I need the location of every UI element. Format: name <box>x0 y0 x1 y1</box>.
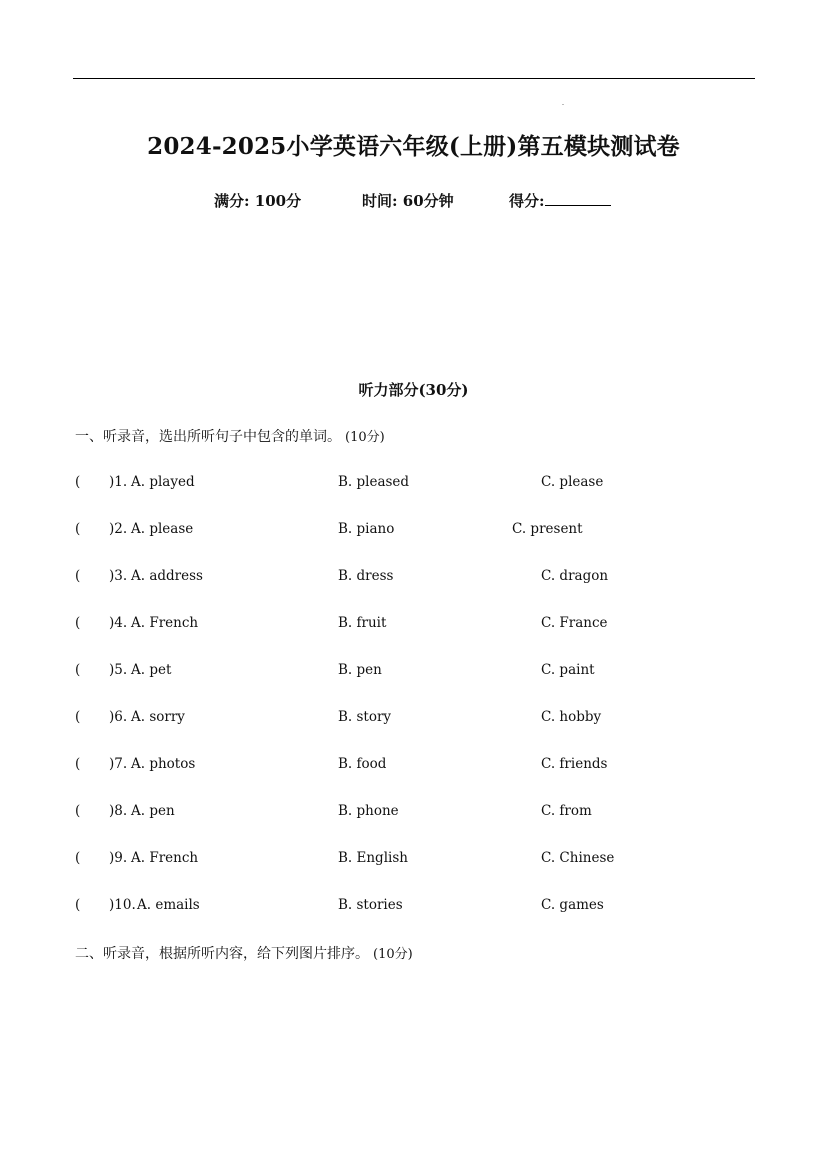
question-number: )10. <box>109 897 136 913</box>
answer-blank[interactable]: ( <box>75 662 81 678</box>
option-b: B. phone <box>338 803 399 819</box>
option-c: C. hobby <box>541 709 602 725</box>
question-row-6 <box>0 709 827 729</box>
option-c: C. dragon <box>541 568 609 584</box>
option-b: B. pleased <box>338 474 410 490</box>
question-row-3 <box>0 568 827 588</box>
score-label: 得分: <box>509 192 545 210</box>
part2-title <box>75 943 413 963</box>
score-blank[interactable] <box>545 191 611 206</box>
option-b: B. fruit <box>338 615 387 631</box>
question-number: )6. <box>109 709 128 725</box>
time-limit: 时间: 60分钟 <box>362 192 454 210</box>
answer-blank[interactable]: ( <box>75 850 81 866</box>
answer-blank[interactable]: ( <box>75 615 81 631</box>
scan-speck <box>562 104 564 105</box>
question-number: )3. <box>109 568 128 584</box>
option-a: A. played <box>131 474 195 490</box>
answer-blank[interactable]: ( <box>75 474 81 490</box>
option-b: B. English <box>338 850 408 866</box>
answer-blank[interactable]: ( <box>75 897 81 913</box>
part2-instruction: 二、听录音，根据所听内容，给下列图片排序。 <box>75 946 369 962</box>
part1-points: (10分) <box>345 430 385 445</box>
option-c: C. from <box>541 803 592 819</box>
answer-blank[interactable]: ( <box>75 568 81 584</box>
question-number: )5. <box>109 662 128 678</box>
question-row-4 <box>0 615 827 635</box>
option-a: A. address <box>131 568 203 584</box>
option-a: A. emails <box>137 897 200 913</box>
part1-instruction: 一、听录音，选出所听句子中包含的单词。 <box>75 429 341 445</box>
option-b: B. dress <box>338 568 394 584</box>
option-b: B. piano <box>338 521 395 537</box>
option-c: C. France <box>541 615 608 631</box>
option-b: B. stories <box>338 897 403 913</box>
option-b: B. pen <box>338 662 382 678</box>
question-number: )1. <box>109 474 128 490</box>
question-number: )4. <box>109 615 128 631</box>
option-a: A. pen <box>131 803 175 819</box>
question-row-8 <box>0 803 827 823</box>
answer-blank[interactable]: ( <box>75 803 81 819</box>
option-c: C. present <box>512 521 583 537</box>
option-c: C. friends <box>541 756 608 772</box>
header-rule <box>73 78 755 79</box>
question-number: )8. <box>109 803 128 819</box>
answer-blank[interactable]: ( <box>75 756 81 772</box>
option-a: A. sorry <box>131 709 185 725</box>
option-a: A. pet <box>131 662 172 678</box>
question-row-5 <box>0 662 827 682</box>
page-title: 2024-2025小学英语六年级(上册)第五模块测试卷 <box>147 133 680 160</box>
part1-title <box>75 426 385 446</box>
option-b: B. food <box>338 756 387 772</box>
option-c: C. Chinese <box>541 850 615 866</box>
question-row-7 <box>0 756 827 776</box>
part2-points: (10分) <box>373 947 413 962</box>
option-c: C. games <box>541 897 604 913</box>
option-a: A. French <box>131 850 199 866</box>
question-row-10 <box>0 897 827 917</box>
question-row-2 <box>0 521 827 541</box>
answer-blank[interactable]: ( <box>75 521 81 537</box>
option-c: C. paint <box>541 662 595 678</box>
option-a: A. photos <box>131 756 196 772</box>
question-number: )7. <box>109 756 128 772</box>
question-number: )2. <box>109 521 128 537</box>
question-row-9 <box>0 850 827 870</box>
option-a: A. please <box>131 521 194 537</box>
option-a: A. French <box>131 615 199 631</box>
answer-blank[interactable]: ( <box>75 709 81 725</box>
full-marks: 满分: 100分 <box>214 192 302 210</box>
score-field <box>509 190 611 211</box>
option-b: B. story <box>338 709 392 725</box>
question-number: )9. <box>109 850 128 866</box>
option-c: C. please <box>541 474 604 490</box>
question-row-1 <box>0 474 827 494</box>
listening-heading: 听力部分(30分) <box>358 381 469 399</box>
